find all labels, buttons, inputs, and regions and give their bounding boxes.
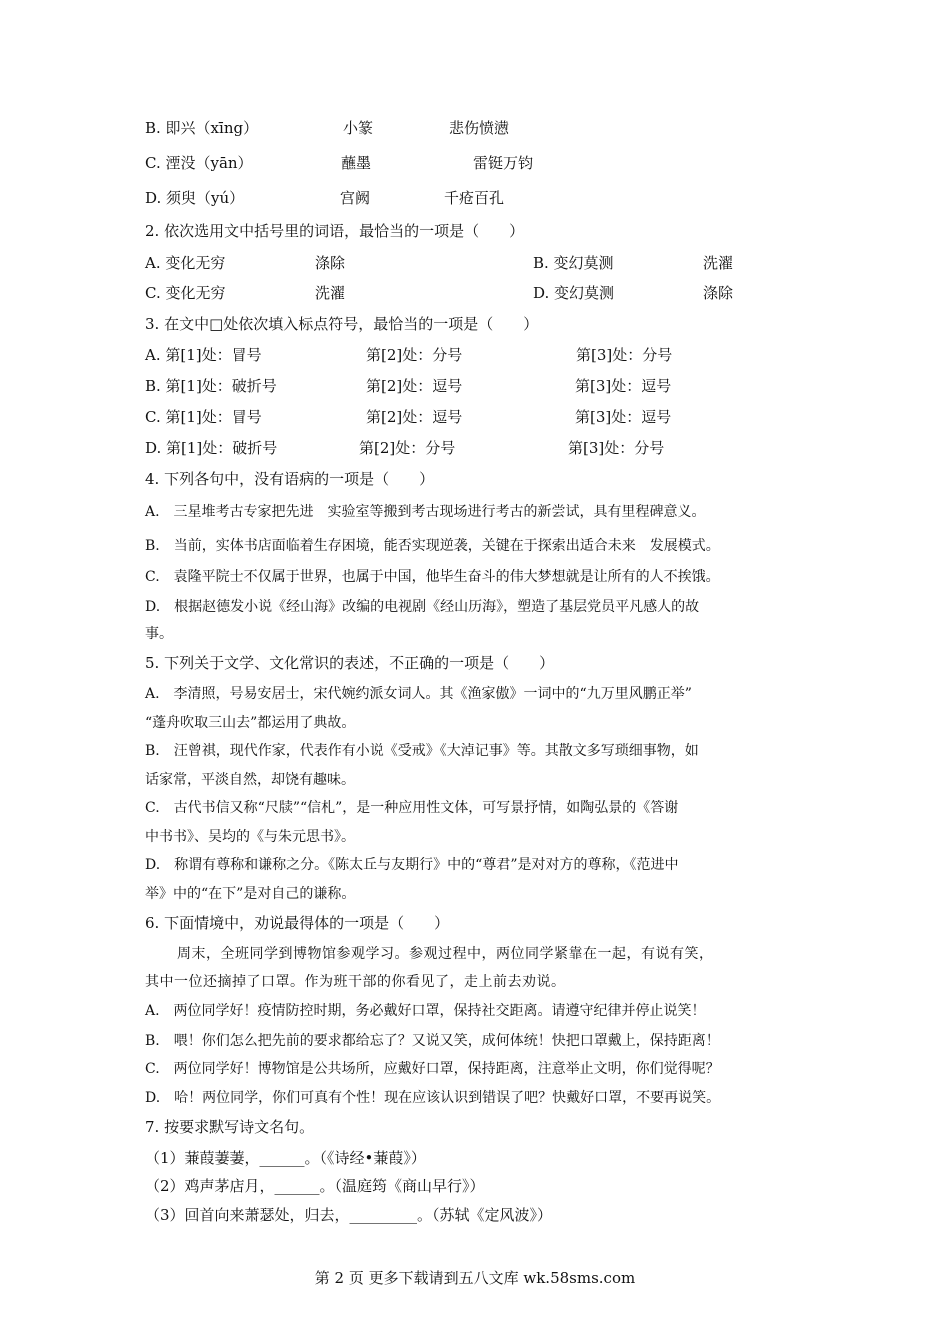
q2-option-d: D. 变幻莫测 (533, 284, 615, 302)
q1-option-d: D. 须臾（yú） (145, 189, 245, 207)
q5-option-b-line1: B. 汪曾祺，现代作家，代表作有小说《受戒》《大淖记事》等。其散文多写琐细事物，如 (145, 743, 699, 759)
q6-option-a: A. 两位同学好！疫情防控时期，务必戴好口罩，保持社交距离。请遵守纪律并停止说笑！ (145, 1003, 706, 1019)
q4-stem: 4. 下列各句中，没有语病的一项是（ ） (145, 470, 435, 488)
q3-option-a-2: 第[2]处：分号 (366, 346, 463, 364)
q1-option-c-word2: 蘸墨 (341, 154, 372, 172)
q2-option-a: A. 变化无穷 (145, 254, 226, 272)
q5-stem: 5. 下列关于文学、文化常识的表述，不正确的一项是（ ） (145, 654, 555, 672)
q3-option-a: A. 第[1]处：冒号 (145, 346, 262, 364)
q6-option-b: B. 喂！你们怎么把先前的要求都给忘了？又说又笑，成何体统！快把口罩戴上，保持距离！ (145, 1033, 720, 1049)
q2-option-d-word2: 涤除 (703, 284, 734, 302)
q5-option-a-line1: A. 李清照，号易安居士，宋代婉约派女词人。其《渔家傲》一词中的“九万里风鹏正举” (145, 686, 692, 702)
page-footer: 第 2 页 更多下载请到五八文库 wk.58sms.com (314, 1269, 636, 1287)
q3-option-a-3: 第[3]处：分号 (576, 346, 673, 364)
q6-option-c: C. 两位同学好！博物馆是公共场所，应戴好口罩，保持距离，注意举止文明，你们觉得呢？ (145, 1061, 720, 1077)
q7-stem: 7. 按要求默写诗文名句。 (145, 1118, 315, 1136)
q5-option-d-line2: 举》中的“在下”是对自己的谦称。 (145, 886, 356, 902)
q4-option-d-line2: 事。 (145, 626, 173, 642)
q2-option-a-word2: 涤除 (315, 254, 346, 272)
q2-stem: 2. 依次选用文中括号里的词语，最恰当的一项是（ ） (145, 222, 525, 240)
q4-option-d-line1: D. 根据赵德发小说《经山海》改编的电视剧《经山历海》，塑造了基层党员平凡感人的故 (145, 599, 700, 615)
q6-option-d: D. 哈！两位同学，你们可真有个性！现在应该认识到错误了吧？快戴好口罩，不要再说笑。 (145, 1090, 721, 1106)
q7-item-1: （1）蒹葭萋萋，______。（《诗经•蒹葭》） (145, 1149, 426, 1167)
q5-option-c-line2: 中书书》、吴均的《与朱元思书》。 (145, 829, 355, 845)
q3-option-d-3: 第[3]处：分号 (568, 439, 665, 457)
q4-option-c: C. 袁隆平院士不仅属于世界，也属于中国，他毕生奋斗的伟大梦想就是让所有的人不挨饿。 (145, 569, 720, 585)
q6-context-line2: 其中一位还摘掉了口罩。作为班干部的你看见了，走上前去劝说。 (145, 974, 566, 990)
q3-option-b-2: 第[2]处：逗号 (366, 377, 463, 395)
q3-option-b-3: 第[3]处：逗号 (575, 377, 672, 395)
q5-option-c-line1: C. 古代书信又称“尺牍”“信札”，是一种应用性文体，可写景抒情，如陶弘景的《答谢 (145, 800, 679, 816)
q3-option-b: B. 第[1]处：破折号 (145, 377, 277, 395)
q1-option-b: B. 即兴（xīng） (145, 119, 259, 137)
q1-option-c: C. 湮没（yān） (145, 154, 253, 172)
q3-option-d-2: 第[2]处：分号 (359, 439, 456, 457)
q3-option-d: D. 第[1]处：破折号 (145, 439, 278, 457)
q1-option-b-word2: 小篆 (343, 119, 374, 137)
q1-option-b-word3: 悲伤愤懑 (449, 119, 510, 137)
q7-item-3: （3）回首向来萧瑟处，归去，_________。（苏轼《定风波》） (145, 1206, 553, 1224)
q2-option-b: B. 变幻莫测 (533, 254, 614, 272)
q1-option-d-word2: 宫阙 (340, 189, 371, 207)
q3-option-c: C. 第[1]处：冒号 (145, 408, 262, 426)
q6-stem: 6. 下面情境中，劝说最得体的一项是（ ） (145, 914, 450, 932)
q7-item-2: （2）鸡声茅店月，______。（温庭筠《商山早行》） (145, 1177, 485, 1195)
q5-option-a-line2: “蓬舟吹取三山去”都运用了典故。 (145, 715, 356, 731)
q1-option-d-word3: 千疮百孔 (444, 189, 505, 207)
q2-option-c-word2: 洗濯 (315, 284, 346, 302)
q3-option-c-2: 第[2]处：逗号 (366, 408, 463, 426)
q4-option-b: B. 当前，实体书店面临着生存困境，能否实现逆袭，关键在于探索出适合未来 发展模式。 (145, 538, 720, 554)
q2-option-b-word2: 洗濯 (703, 254, 734, 272)
q1-option-c-word3: 雷铤万钧 (473, 154, 534, 172)
q3-option-c-3: 第[3]处：逗号 (575, 408, 672, 426)
q5-option-d-line1: D. 称谓有尊称和谦称之分。《陈太丘与友期行》中的“尊君”是对对方的尊称，《范进中 (145, 857, 679, 873)
q4-option-a: A. 三星堆考古专家把先进 实验室等搬到考古现场进行考古的新尝试，具有里程碑意义。 (145, 504, 706, 520)
q5-option-b-line2: 话家常，平淡自然，却饶有趣味。 (145, 772, 355, 788)
q3-stem: 3. 在文中□处依次填入标点符号，最恰当的一项是（ ） (145, 315, 539, 333)
q6-context-line1: 周末，全班同学到博物馆参观学习。参观过程中，两位同学紧靠在一起，有说有笑， (177, 946, 714, 962)
q2-option-c: C. 变化无穷 (145, 284, 226, 302)
